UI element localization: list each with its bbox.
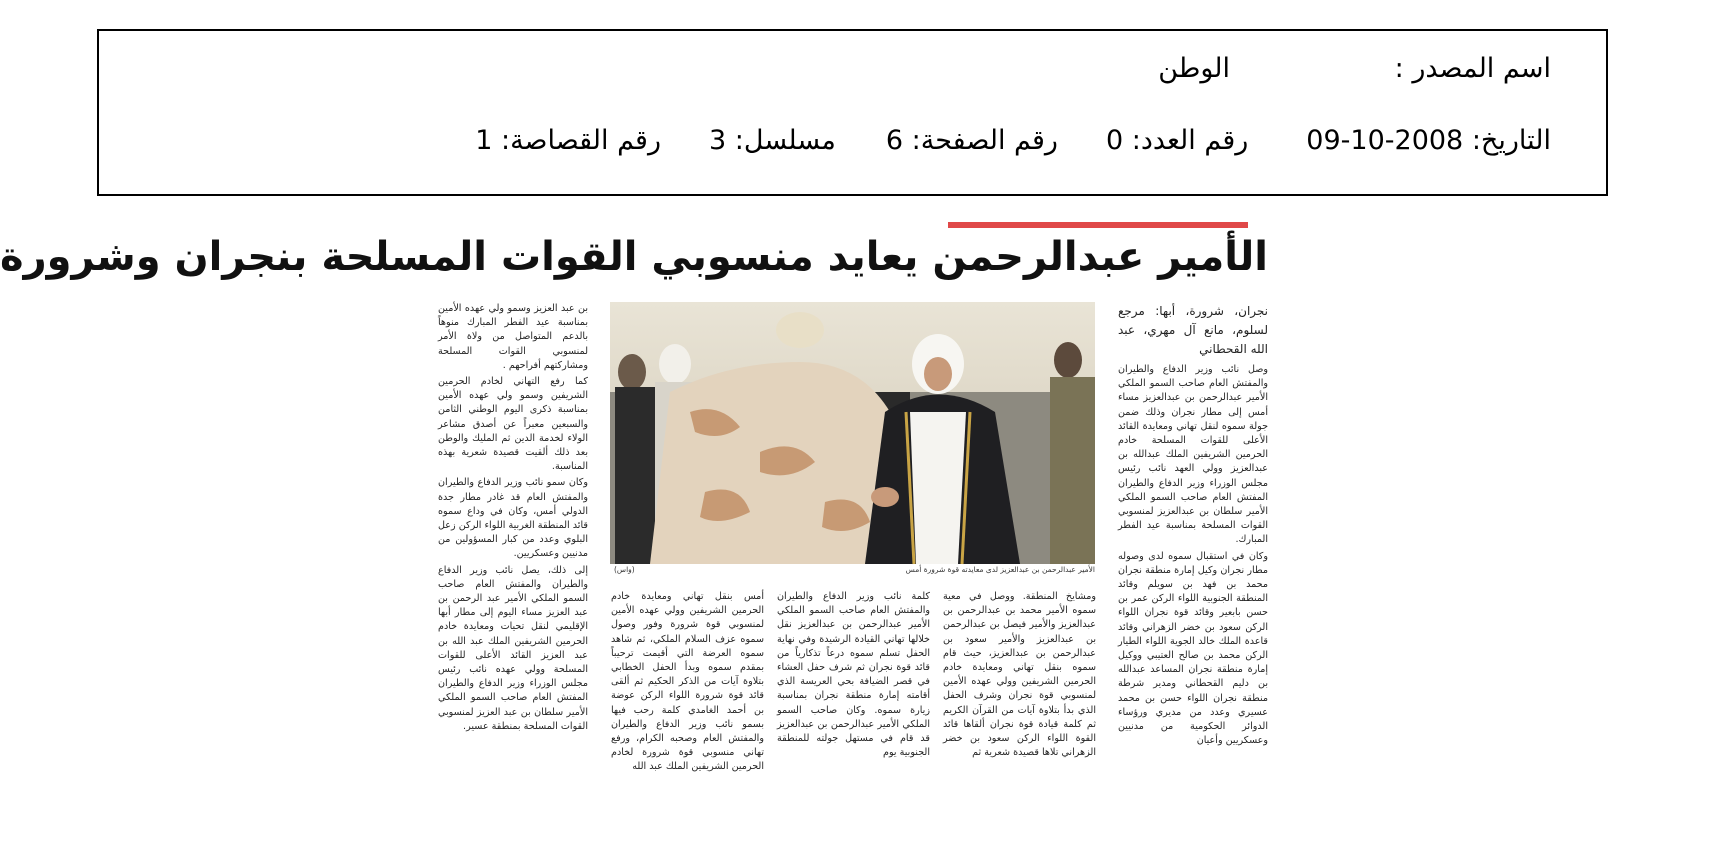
paragraph: أمس بنقل تهاني ومعايدة خادم الحرمين الشريفين وولي عهده الأمين لمنسوبي قوة شرورة وفور وصول سموه عزف السلام الملكي، ثم شاهد سموه العرضة التي أقيمت ترحيباً بمقدم سموه وبدأ الحفل الخطابي بتلاوة آيات من الذكر الحكيم ثم ألقى قائد قوة شرورة اللواء الركن عوضة بن أحمد الغامدي كلمة رحب فيها بسمو نائب وزير الدفاع والطيران والمفتش العام وصحبه الكرام، ورفع تهاني منسوبي قوة شرورة لخادم الحرمين الشريفين الملك عبد الله [611, 591, 764, 773]
article-column-bottom-3 [611, 590, 764, 777]
article-photo [610, 302, 1095, 564]
source-label: اسم المصدر : [1394, 53, 1551, 84]
photo-caption: الأمير عبدالرحمن بن عبدالعزيز لدى معايدته قوة شرورة أمس [905, 565, 1095, 574]
serial-field: مسلسل: 3 [709, 125, 836, 156]
clip-field: رقم القصاصة: 1 [475, 125, 661, 156]
issue-field: رقم العدد: 0 [1105, 125, 1249, 156]
source-value: الوطن [1158, 53, 1230, 84]
page-field: رقم الصفحة: 6 [885, 125, 1058, 156]
paragraph: وكان سمو نائب وزير الدفاع والطيران والمفتش العام قد غادر مطار جدة الدولي أمس، وكان في وداع سموه قائد المنطقة الغربية اللواء الركن زعل البلوي وعدد من كبار المسؤولين من مدنيين وعسكريين. [438, 477, 588, 560]
date-field: التاريخ: 2008-10-09 [1306, 125, 1551, 156]
newspaper-clipping [0, 222, 1268, 782]
paragraph: وصل نائب وزير الدفاع والطيران والمفتش العام صاحب السمو الملكي الأمير عبدالرحمن بن عبدالعزيز مساء أمس إلى مطار نجران وذلك ضمن جولة سموه لنقل تهاني ومعايدة القائد الأعلى للقوات المسلحة خادم الحرمين الشريفين الملك عبدالله بن عبدالعزيز وولي العهد نائب رئيس مجلس الوزراء وزير الدفاع والطيران المفتش العام صاحب السمو الملكي الأمير سلطان بن عبدالعزيز لمنسوبي القوات المسلحة بمناسبة عيد الفطر المبارك. [1118, 364, 1268, 546]
paragraph: كلمة نائب وزير الدفاع والطيران والمفتش العام صاحب السمو الملكي الأمير عبدالرحمن بن عبدالعزيز نقل خلالها تهاني القيادة الرشيدة وفي نهاية الحفل تسلم سموه درعاً تذكارياً من قائد قوة نجران ثم شرف حفل العشاء في قصر الضيافة بحي العريسة الذي أقامته إمارة منطقة نجران بمناسبة زيارة سموه. وكان صاحب السمو الملكي الأمير عبدالرحمن بن عبدالعزيز قد قام في مستهل جولته للمنطقة الجنوبية يوم [777, 591, 930, 759]
paragraph: بن عبد العزيز وسمو ولي عهده الأمين بمناسبة عيد الفطر المبارك منوهاً بالدعم المتواصل من ولاة الأمر لمنسوبي القوات المسلحة ومشاركتهم أفراحهم . [438, 303, 588, 371]
article-byline: نجران، شرورة، أبها: مرجع لسلوم، مانع آل مهري، عبد الله القحطاني [1118, 304, 1268, 356]
paragraph: إلى ذلك، يصل نائب وزير الدفاع والطيران والمفتش العام صاحب السمو الملكي الأمير عبد الرحمن بن عبد العزيز مساء اليوم إلى مطار أبها الإقليمي لنقل تحيات ومعايدة خادم الحرمين الشريفين الملك عبد الله بن عبد العزيز القائد الأعلى للقوات المسلحة وولي عهده نائب رئيس مجلس الوزراء وزير الدفاع والطيران المفتش العام صاحب السمو الملكي الأمير سلطان بن عبد العزيز لمنسوبي القوات المسلحة بمنطقة عسير. [438, 564, 588, 732]
article-column-right [1118, 302, 1268, 750]
metadata-row [475, 125, 1551, 156]
paragraph: وكان في استقبال سموه لدى وصوله مطار نجران وكيل إمارة منطقة نجران محمد بن فهد بن سويلم وقائد المنطقة الجنوبية اللواء الركن عمر بن حسن بابعير وقائد قوة نجران اللواء الركن سعود بن خضر الزهراني وقائد قاعدة الملك خالد الجوية اللواء الطيار الركن محمد بن صالح العتيبي ووكيل إمارة منطقة نجران المساعد عبدالله بن دليم القحطاني ومدير شرطة منطقة نجران اللواء حسن بن محمد عسيري وعدد من مديري ورؤساء الدوائر الحكومية من مدنيين وعسكريين وأعيان [1118, 550, 1268, 747]
headline-accent-bar [948, 222, 1248, 228]
article-column-left [438, 302, 588, 736]
article-headline: الأمير عبدالرحمن يعايد منسوبي القوات المسلحة بنجران وشرورة [0, 234, 1268, 280]
paragraph: كما رفع التهاني لخادم الحرمين الشريفين وسمو ولي عهده الأمين بمناسبة ذكرى اليوم الوطني الثامن والسبعين معبراً عن أصدق مشاعر الولاء لخدمة الدين ثم المليك والوطن بعد ذلك ألقيت قصيدة شعرية بهذه المناسبة. [438, 376, 588, 473]
article-column-bottom-1 [943, 590, 1096, 762]
paragraph: ومشايخ المنطقة. ووصل في معية سموه الأمير محمد بن عبدالرحمن بن عبدالعزيز والأمير فيصل بن عبدالرحمن بن عبدالعزيز والأمير سعود بن عبدالرحمن بن عبدالعزيز، حيث قام سموه بنقل تهاني ومعايدة خادم الحرمين الشريفين وولي عهده الأمين لمنسوبي قوة نجران وشرف الحفل الذي بدأ بتلاوة آيات من القرآن الكريم ثم كلمة قيادة قوة نجران ألقاها قائد القوة اللواء الركن سعود بن خضر الزهراني تلاها قصيدة شعرية ثم [943, 591, 1096, 759]
source-header-box [97, 29, 1608, 196]
article-column-bottom-2 [777, 590, 930, 762]
photo-caption-row [610, 565, 1095, 577]
photo-illustration [610, 302, 1095, 564]
photo-credit: (واس) [614, 565, 635, 574]
